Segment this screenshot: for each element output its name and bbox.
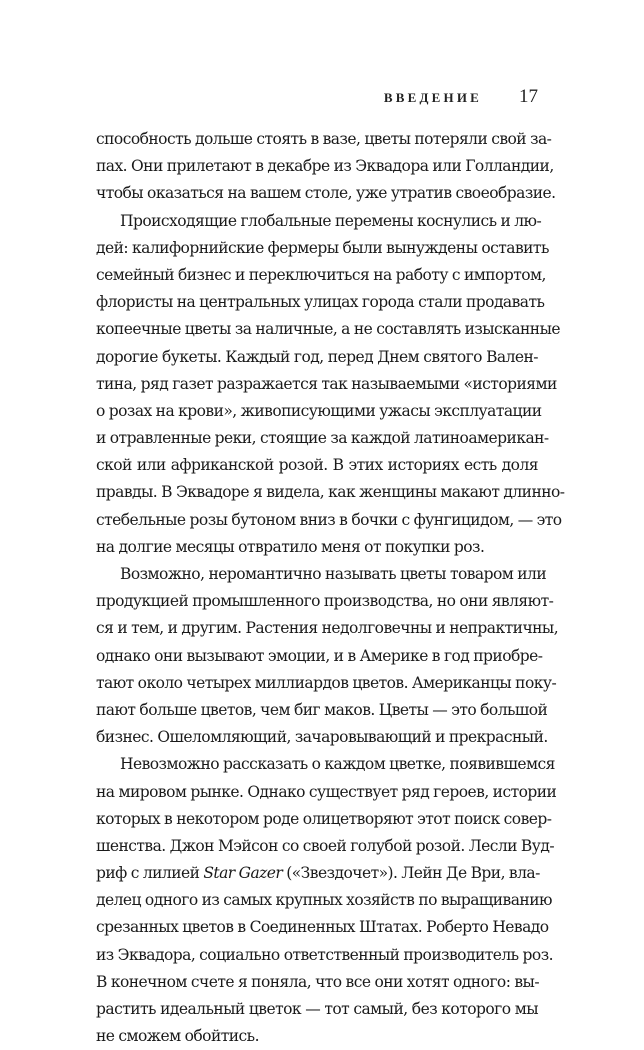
text-line: Происходящие глобальные перемены коснулись и лю-	[120, 211, 542, 230]
text-line: не сможем обойтись.	[96, 1027, 259, 1046]
text-line: на долгие месяцы отвратило меня от покупки роз.	[96, 537, 485, 556]
text-line: из Эквадора, социально ответственный производитель роз.	[96, 945, 553, 964]
text-line: ской или африканской розой. В этих историях есть доля	[96, 456, 538, 475]
paragraph-1	[96, 126, 556, 208]
paragraph-3	[96, 561, 559, 751]
paragraph-2	[96, 208, 565, 561]
flower-title-italic: Star Gazer	[203, 864, 283, 883]
paragraph-4	[96, 751, 557, 1050]
text-line: копеечные цветы за наличные, а не составлять изысканные	[96, 320, 560, 339]
text-line: шенства. Джон Мэйсон со своей голубой розой. Лесли Вуд-	[96, 836, 555, 855]
section-title: ВВЕДЕНИЕ	[383, 90, 482, 105]
text-line: чтобы оказаться на вашем столе, уже утратив своеобразие.	[96, 184, 556, 203]
text-line: срезанных цветов в Соединенных Штатах. Роберто Невадо	[96, 918, 549, 937]
text-line: однако они вызывают эмоции, и в Америке в год приобре-	[96, 646, 543, 665]
text-line: Возможно, неромантично называть цветы товаром или	[120, 565, 547, 583]
running-head	[96, 88, 538, 108]
text-line: стебельные розы бутоном вниз в бочки с фунгицидом, — это	[96, 510, 562, 529]
text-line: тина, ряд газет разражается так называемыми «историями	[96, 374, 557, 393]
text-line: пают больше цветов, чем биг маков. Цветы — это большой	[96, 700, 548, 719]
text-line: правды. В Эквадоре я видела, как женщины макают длинно-	[96, 483, 565, 502]
text-line: делец одного из самых крупных хозяйств по выращиванию	[96, 891, 552, 910]
text-line: способность дольше стоять в вазе, цветы потеряли свой за-	[96, 130, 552, 148]
text-line: растить идеальный цветок — тот самый, без которого мы	[96, 1000, 538, 1018]
text-line: и отравленные реки, стоящие за каждой латиноамерикан-	[96, 429, 549, 448]
text-line: дорогие букеты. Каждый год, перед Днем святого Вален-	[96, 347, 538, 366]
text-line: В конечном счете я поняла, что все они хотят одного: вы-	[96, 972, 540, 991]
text-line: флористы на центральных улицах города стали продавать	[96, 293, 545, 312]
text-line: дей: калифорнийские фермеры были вынуждены оставить	[96, 238, 549, 257]
text-line: бизнес. Ошеломляющий, зачаровывающий и прекрасный.	[96, 728, 548, 747]
page-number: 17	[519, 86, 538, 107]
text-line: на мировом рынке. Однако существует ряд героев, истории	[96, 782, 557, 801]
text-line: пах. Они прилетают в декабре из Эквадора или Голландии,	[96, 157, 554, 176]
text-line: ся и тем, и другим. Растения недолговечны и непрактичны,	[96, 619, 559, 638]
text-line: тают около четырех миллиардов цветов. Американцы поку-	[96, 673, 557, 692]
text-line: Невозможно рассказать о каждом цветке, появившемся	[120, 755, 555, 774]
text-line-italic-title: риф с лилией Star Gazer («Звездочет»). Лейн Де Bри, вла-	[96, 864, 540, 883]
text-line: о розах на крови», живописующими ужасы эксплуатации	[96, 401, 542, 420]
text-line: семейный бизнес и переключиться на работу с импортом,	[96, 265, 546, 284]
text-line: которых в некотором роде олицетворяют этот поиск совер-	[96, 809, 552, 828]
body-text	[96, 126, 565, 1050]
text-line: продукцией промышленного производства, но они являют-	[96, 592, 554, 611]
